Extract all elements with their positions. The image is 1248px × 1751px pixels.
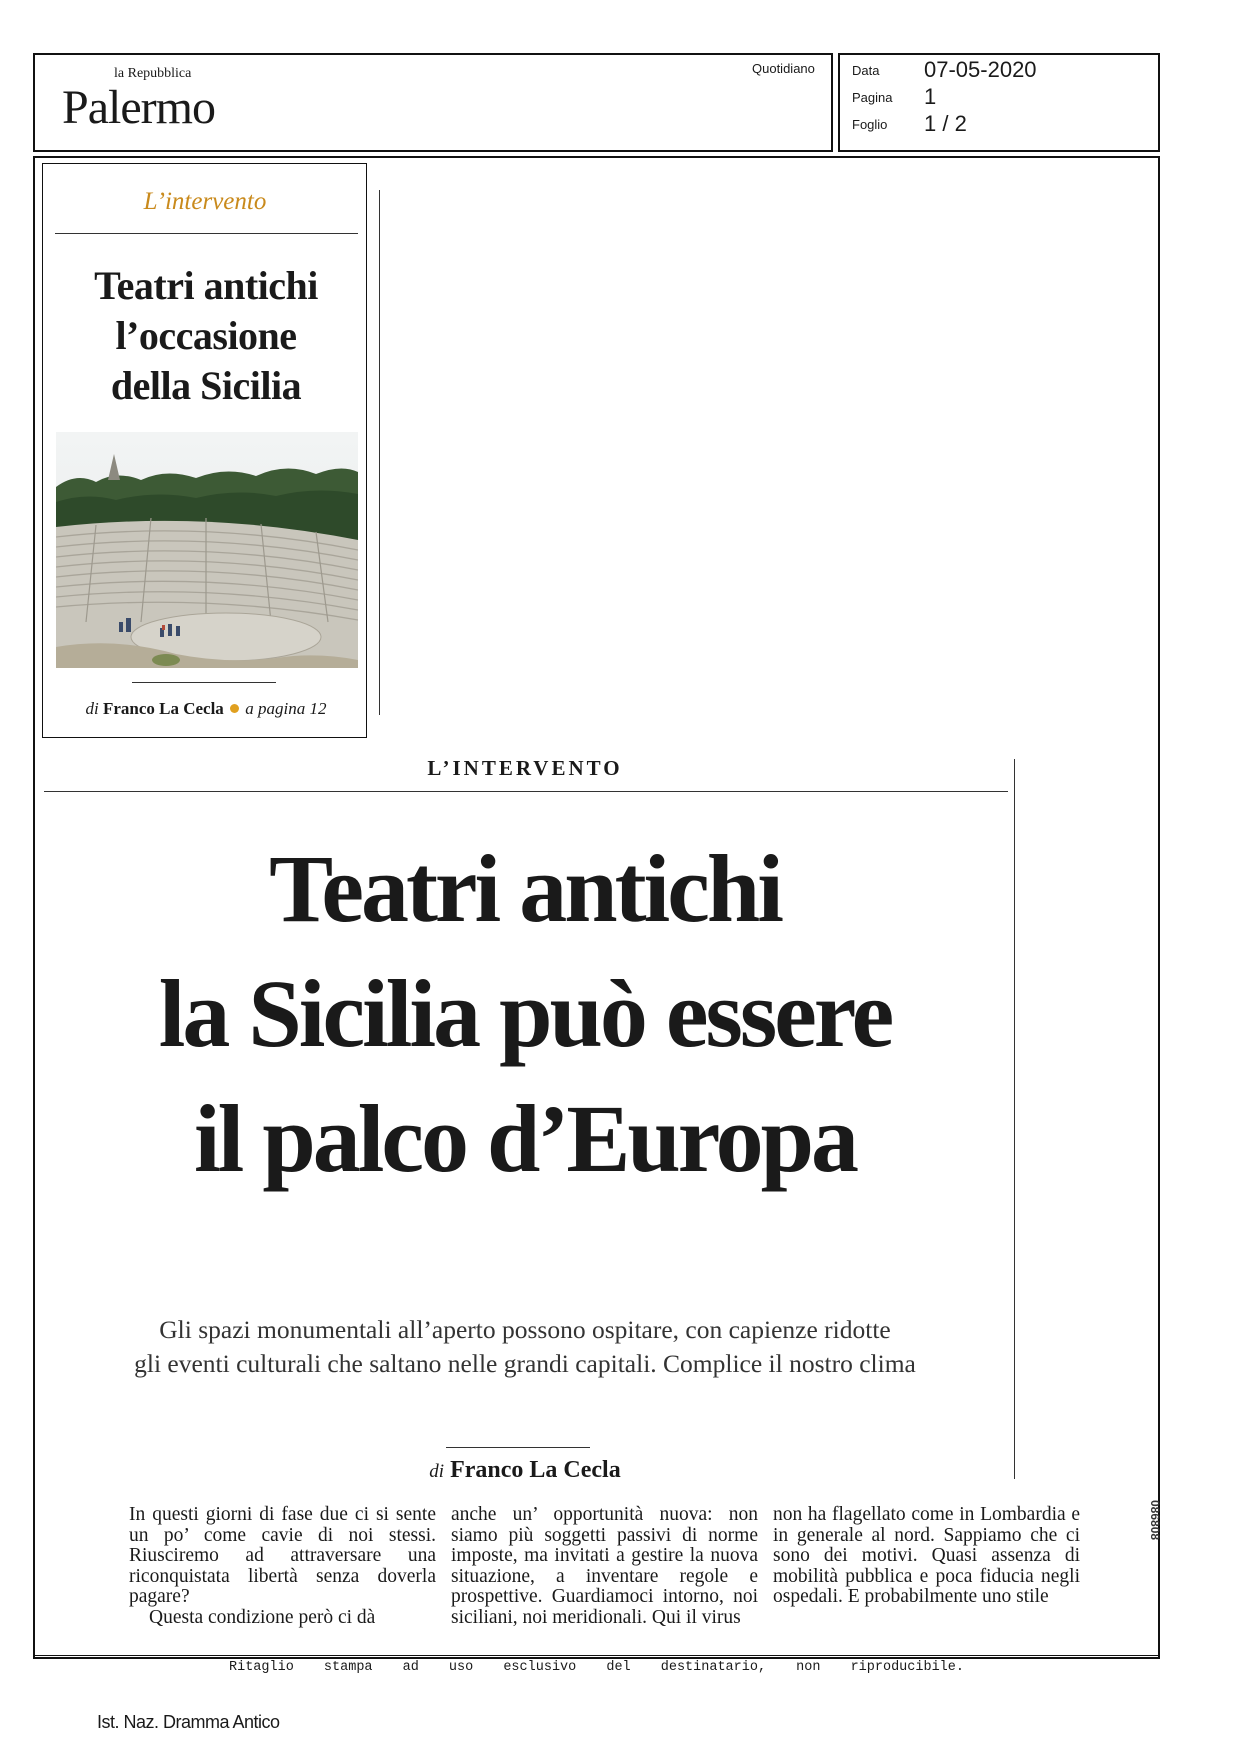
section-rule	[44, 791, 1008, 792]
page-value: 1	[924, 84, 937, 109]
column-3-paragraph-1: non ha flagellato come in Lombardia e in generale al nord. Sappiamo che ci sono dei motivi. Quasi assenza di mobilità pubblica e poca fiducia negli ospedali. E probabilmente uno stile	[773, 1504, 1080, 1607]
headline-line-1: Teatri antichi	[269, 835, 781, 942]
footer-client: Ist. Naz. Dramma Antico	[97, 1712, 280, 1732]
column-1-paragraph-1: In questi giorni di fase due ci si sente un po’ come cavie di noi stessi. Riusciremo ad attraversare una riconquistata libertà senza doverla pagare?	[129, 1504, 436, 1607]
byline-rule	[446, 1447, 590, 1448]
column-1-paragraph-2: Questa condizione però ci dà	[149, 1606, 376, 1628]
teaser-divider	[55, 233, 358, 234]
teaser-title-line-1: Teatri antichi	[94, 263, 318, 308]
teaser-byline-rule	[132, 682, 276, 683]
article-byline-author: Franco La Cecla	[450, 1457, 621, 1483]
publication-name: Palermo	[62, 81, 215, 134]
teaser-right-rule	[379, 190, 380, 715]
teaser-title	[50, 261, 362, 411]
date-value: 07-05-2020	[924, 57, 1037, 82]
column-2-paragraph-1: anche un’ opportunità nuova: non siamo più soggetti passivi di norme imposte, ma invitati a gestire la nuova situazione, a inventare regole e prospettive. Guardiamoci intorno, noi siciliani, noi meridionali. Qui il virus	[451, 1504, 758, 1628]
side-code: 086808	[1148, 1500, 1162, 1541]
date-label: Data	[852, 63, 880, 78]
section-label: L’INTERVENTO	[427, 756, 623, 780]
sheet-label: Foglio	[852, 117, 888, 132]
footer-notice: Ritaglio stampa ad uso esclusivo del destinatario, non riproducibile.	[229, 1660, 964, 1675]
article-byline-prefix: di	[429, 1461, 445, 1482]
teaser-byline-page: a pagina 12	[245, 699, 327, 718]
footer-rule	[35, 1655, 1158, 1656]
headline-line-2: la Sicilia può essere	[158, 960, 892, 1067]
teaser-byline-dot	[230, 704, 239, 713]
article-column-1	[129, 1505, 436, 1628]
teaser-byline	[50, 699, 362, 719]
headline	[30, 826, 1020, 1201]
subhead-line-1: Gli spazi monumentali all’aperto possono ospitare, con capienze ridotte	[159, 1315, 891, 1344]
article-column-2	[451, 1505, 758, 1628]
teaser-title-line-2: l’occasione	[115, 313, 297, 358]
subhead	[40, 1313, 1010, 1381]
teaser-photo	[56, 432, 358, 668]
article-byline	[40, 1457, 1010, 1484]
headline-line-3: il palco d’Europa	[193, 1085, 857, 1192]
teaser-byline-prefix: di	[85, 699, 99, 718]
publication-small-name: la Repubblica	[114, 66, 192, 81]
sheet-value: 1 / 2	[924, 111, 967, 136]
teaser-kicker: L’intervento	[143, 188, 267, 215]
teaser-title-line-3: della Sicilia	[110, 363, 302, 408]
subhead-line-2: gli eventi culturali che saltano nelle grandi capitali. Complice il nostro clima	[134, 1349, 916, 1378]
teaser-byline-author: Franco La Cecla	[102, 699, 224, 718]
article-column-3	[773, 1505, 1080, 1608]
publication-type: Quotidiano	[752, 61, 815, 76]
page-label: Pagina	[852, 90, 893, 105]
